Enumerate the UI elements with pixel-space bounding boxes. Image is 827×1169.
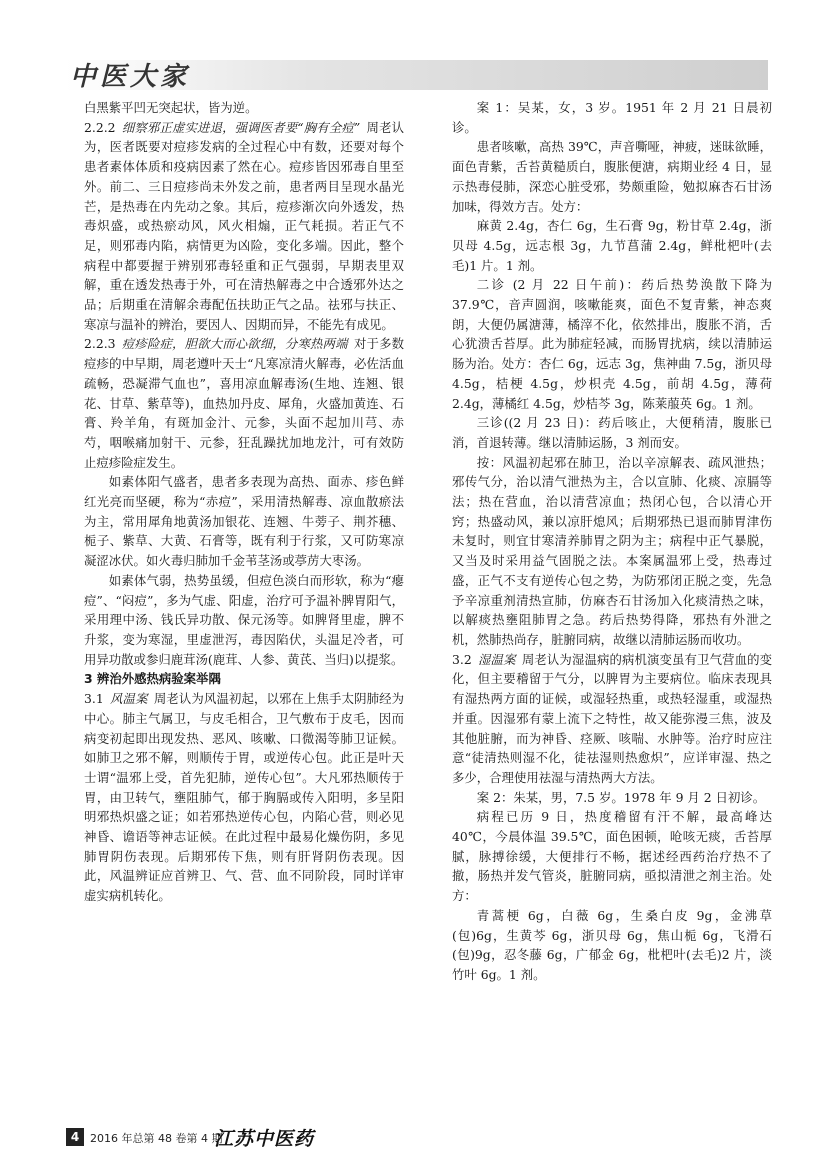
paragraph: 案 2：朱某，男，7.5 岁。1978 年 9 月 2 日初诊。 (476, 789, 766, 805)
right-column (452, 98, 772, 985)
subsection-paragraph (84, 334, 404, 472)
paragraph-text: 周老认为湿温病的病机演变虽有卫气营血的变化，但主要稽留于气分，以脾胃为主要病位。临床表现具有湿热两方面的证候，或湿轻热重，或热轻湿重，或湿热并重。因湿邪有蒙上流下之特性，故又能弥漫三焦，波及其他脏腑，而为神昏、痉厥、咳喘、水肿等。治疗时应注意“徒清热则湿不化，徒祛湿则热愈炽”，应详审湿、热之多少，合理使用祛湿与清热两大方法。 (452, 651, 773, 785)
paragraph: 患者咳嗽，高热 39℃，声音嘶哑，神疲，迷昧欲睡，面色青紫，舌苔黄糙质白，腹胀便溏，病期业经 4 日，显示热毒侵肺，深恋心脏受邪，势颇重险，勉拟麻杏石甘汤加味，得效方吉。处方： (452, 139, 772, 214)
subsection-title: 细察邪正虚实进退，强调医者要“胸有全痘” (121, 119, 361, 135)
subsection-number: 3.2 (452, 651, 472, 667)
paragraph-text: 对于多数痘疹的中早期，周老遵叶天士“凡寒凉清火解毒，必佐活血疏畅，恐凝滞气血也”，喜用凉血解毒汤(生地、连翘、银花、甘草、紫草等)，血热加丹皮、犀角，火盛加黄连、石膏、羚羊角，有斑加金汁、元参，头面不起加川芎、赤芍，咽喉痛加射干、元参，狂乱躁扰加地龙汁，可有效防止痘疹险症发生。 (84, 336, 405, 470)
paragraph: 病程已历 9 日，热度稽留有汗不解，最高峰达 40℃，今晨体温 39.5℃，面色困顿，呛咳无痰，舌苔厚腻，脉搏徐缓，大便排行不畅，据述经西药治疗热不了撤，肠热并发气管炎，脏腑同病，亟拟清泄之剂主治。处方： (452, 809, 772, 904)
paragraph-text: 周老认为，医者既要对痘疹发病的全过程心中有数，还要对每个患者素体体质和疫病因素了然在心。痘疹皆因邪毒自里至外。前二、三日痘疹尚未外发之前，患者两目呈现水晶光芒，是热毒在内先动之象。其后，痘疹渐次向外透发，热毒炽盛，或热瘀动风，风火相煽，正气耗损。若正气不足，则邪毒内陷，病情更为凶险，变化多端。因此，整个病程中都要握于辨别邪毒轻重和正气强弱，早期表里双解，重在透发热毒于外，可在清热解毒之中合透邪外达之品；后期重在清解余毒配伍扶助正气之品。祛邪与扶正、寒凉与温补的辨治，要因人、因期而异，不能先有成见。 (84, 119, 405, 332)
subsection-paragraph (84, 118, 404, 335)
left-column (84, 98, 404, 906)
subsection-title: 湿温案 (477, 651, 516, 667)
subsection-title: 痘疹险症，胆欲大而心欲细，分寒热两端 (121, 336, 348, 352)
issue-info: 2016 年总第 48 卷第 4 期 (90, 1132, 223, 1145)
subsection-title: 风温案 (109, 691, 148, 707)
subsection-number: 2.2.3 (84, 336, 116, 352)
paragraph: 三诊((2 月 23 日)：药后咳止，大便稍清，腹胀已消，首退转薄。继以清肺运肠，3 剂而安。 (452, 415, 772, 450)
paragraph-text: 周老认为风温初起，以邪在上焦手太阴肺经为中心。肺主气属卫，与皮毛相合，卫气敷布于皮毛，因而病变初起即出现发热、恶风、咳嗽、口微渴等肺卫证候。如肺卫之邪不解，则顺传于胃，或逆传心包。此正是叶天士谓“温邪上受，首先犯肺，逆传心包”。大凡邪热顺传于胃，由卫转气，壅阻肺气，郁于胸膈或传入阳明，多呈阳明邪热炽盛之证；如若邪热逆传心包，内陷心营，则必见神昏、谵语等神志证候。在此过程中最易化燥伤阴，多见肺胃阴伤表现。后期邪传下焦，则有肝肾阴伤表现。因此，风温辨证应首辨卫、气、营、血不同阶段，同时详审虚实病机转化。 (84, 691, 405, 904)
page-number: 4 (66, 1128, 84, 1146)
paragraph: 如素体气弱，热势虽缓，但痘色淡白而形软，称为“瘪痘”、“闷痘”，多为气虚、阳虚，治疗可予温补脾胃阳气，采用理中汤、钱氏异功散、保元汤等。如脾肾里虚，脾不升浆，变为寒湿，里虚泄泻，毒因陷伏，头温足冷者，可用异功散或参归鹿茸汤(鹿茸、人参、黄芪、当归)以提浆。 (84, 572, 404, 667)
paragraph: 麻黄 2.4g，杏仁 6g，生石膏 9g，粉甘草 2.4g，浙贝母 4.5g，远志根 3g，九节菖蒲 2.4g，鲜枇杷叶(去毛)1 片。1 剂。 (452, 218, 772, 273)
paragraph: 按：风温初起邪在肺卫，治以辛凉解表、疏风泄热；邪传气分，治以清气泄热为主，合以宣肺、化痰、凉膈等法；热在营血，治以清营凉血；热闭心包，合以清心开窍；热盛动风，兼以凉肝熄风；后期邪热已退而肺胃津伤未复时，则宜甘寒清养肺胃之阴为主；病程中正气暴脱，又当及时采用益气固脱之法。本案属温邪上受，热毒过盛，正气不支有逆传心包之势，为防邪闭正脱之变，先急予辛凉重剂清热宣肺，仿麻杏石甘汤加入化痰清热之味，以解痰热壅阻肺胃之急。药后热势得降，邪热有外泄之机，然肺热尚存，脏腑同病，故继以清肺运肠而收功。 (452, 454, 772, 647)
subsection-number: 2.2.2 (84, 119, 116, 135)
paragraph: 如素体阳气盛者，患者多表现为高热、面赤、疹色鲜红光亮而坚硬，称为“赤痘”，采用清热解毒、凉血散瘀法为主，常用犀角地黄汤加银花、连翘、牛蒡子、荆芥穗、栀子、紫草、大黄、石膏等，既有利于行浆，又可防寒凉凝涩冰伏。如火毒归肺加千金苇茎汤或葶苈大枣汤。 (84, 474, 404, 569)
paragraph: 白黑紫平凹无突起状，皆为逆。 (84, 100, 258, 115)
paragraph: 青蒿梗 6g，白薇 6g，生桑白皮 9g，金沸草(包)6g，生黄芩 6g，浙贝母 6g，焦山栀 6g，飞滑石(包)9g，忍冬藤 6g，广郁金 6g，枇杷叶(去毛)2 片，淡竹叶 6g。1 剂。 (452, 907, 772, 982)
journal-name: 中医大家 (70, 62, 191, 92)
paragraph: 案 1：吴某，女，3 岁。1951 年 2 月 21 日晨初诊。 (452, 100, 772, 135)
paragraph: 二诊 (2 月 22 日午前)：药后热势涣散下降为 37.9℃，音声圆润，咳嗽能爽，面色不复青紫，神态爽朗，大便仍属溏薄，橘滓不化，依然排出，腹胀不消，舌心犹溃舌苔厚。此为肺症轻减，而肠胃扰病，续以清肺运肠为治。处方：杏仁 6g，远志 3g，焦神曲 7.5g，浙贝母 4.5g，桔梗 4.5g，炒枳壳 4.5g，前胡 4.5g，薄荷 2.4g，薄橘红 4.5g，炒桔芩 3g，陈莱菔英 6g。1 剂。 (452, 277, 772, 411)
subsection-paragraph (452, 650, 772, 788)
subsection-paragraph (84, 689, 404, 906)
section-heading: 3 辨治外感热病验案举隅 (84, 671, 221, 687)
journal-logo: 江苏中医药 (214, 1128, 315, 1150)
subsection-number: 3.1 (84, 691, 104, 707)
